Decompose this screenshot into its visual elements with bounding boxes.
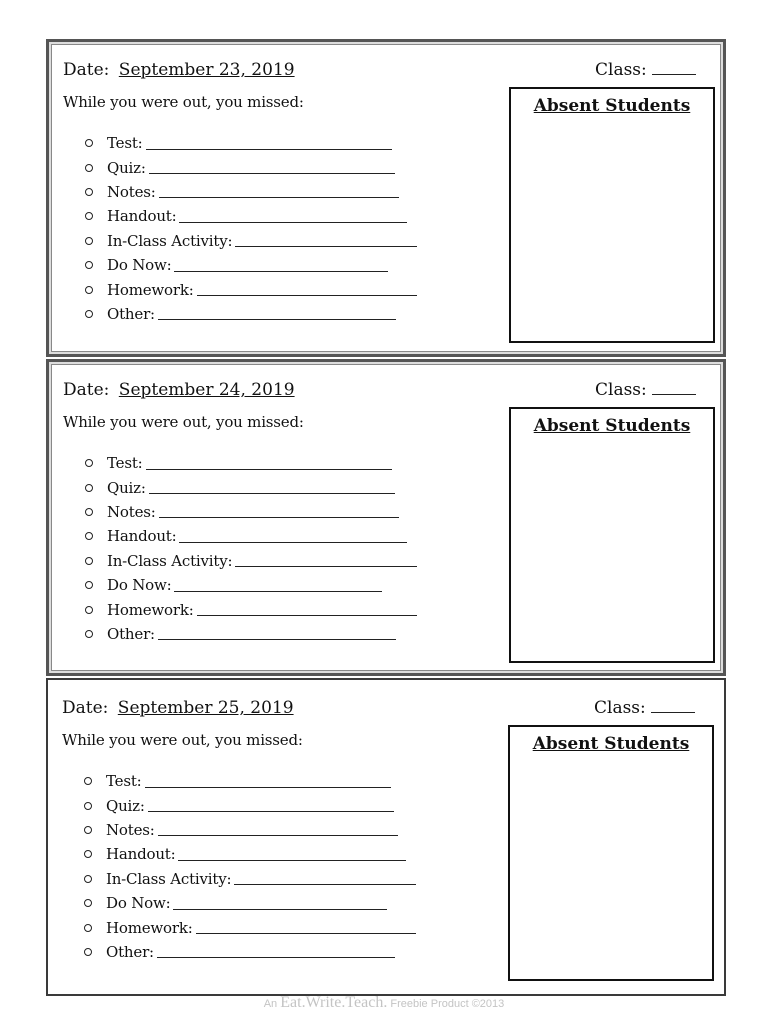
item-blank-line[interactable] — [149, 481, 395, 494]
absence-card-3 — [46, 678, 726, 996]
missed-heading: While you were out, you missed: — [63, 93, 304, 111]
circle-bullet-icon — [85, 188, 93, 196]
list-item — [85, 131, 417, 155]
absence-card-2 — [46, 359, 726, 676]
list-item — [84, 915, 416, 939]
item-blank-line[interactable] — [234, 872, 416, 885]
list-item — [85, 180, 417, 204]
item-blank-line[interactable] — [146, 137, 392, 150]
list-item — [85, 524, 417, 548]
class-blank-line[interactable] — [652, 380, 696, 395]
item-label: Do Now: — [106, 894, 171, 913]
item-blank-line[interactable] — [174, 579, 382, 592]
class-blank-line[interactable] — [651, 698, 695, 713]
item-label: In-Class Activity: — [107, 551, 233, 570]
item-label: Test: — [107, 134, 143, 153]
item-label: Notes: — [106, 820, 155, 839]
date-value: September 23, 2019 — [118, 60, 295, 80]
item-blank-line[interactable] — [197, 603, 417, 616]
list-item — [85, 475, 417, 499]
item-label: Quiz: — [106, 796, 145, 815]
list-item — [85, 549, 417, 573]
item-blank-line[interactable] — [158, 307, 396, 320]
list-item — [84, 818, 416, 842]
item-blank-line[interactable] — [235, 234, 417, 247]
item-blank-line[interactable] — [158, 627, 396, 640]
circle-bullet-icon — [85, 557, 93, 565]
circle-bullet-icon — [84, 777, 92, 785]
item-blank-line[interactable] — [179, 210, 407, 223]
item-label: Other: — [106, 942, 154, 961]
list-item — [84, 769, 416, 793]
footer-brand: Eat.Write.Teach. — [280, 994, 388, 1011]
item-blank-line[interactable] — [159, 185, 399, 198]
absent-students-box[interactable] — [509, 87, 715, 343]
circle-bullet-icon — [85, 310, 93, 318]
date-label: Date: — [63, 380, 110, 400]
circle-bullet-icon — [85, 139, 93, 147]
item-label: Quiz: — [107, 158, 146, 177]
item-blank-line[interactable] — [145, 775, 391, 788]
list-item — [84, 867, 416, 891]
circle-bullet-icon — [85, 630, 93, 638]
circle-bullet-icon — [84, 899, 92, 907]
list-item — [84, 940, 416, 964]
footer-suffix: Freebie Product ©2013 — [390, 998, 505, 1010]
item-blank-line[interactable] — [159, 505, 399, 518]
date-row — [63, 60, 295, 80]
circle-bullet-icon — [85, 581, 93, 589]
item-label: Homework: — [107, 280, 194, 299]
date-row — [63, 380, 295, 400]
circle-bullet-icon — [84, 826, 92, 834]
item-blank-line[interactable] — [146, 457, 392, 470]
item-label: In-Class Activity: — [107, 231, 233, 250]
list-item — [85, 204, 417, 228]
circle-bullet-icon — [85, 286, 93, 294]
item-blank-line[interactable] — [157, 945, 395, 958]
circle-bullet-icon — [85, 459, 93, 467]
item-blank-line[interactable] — [173, 897, 387, 910]
missed-items-list — [84, 769, 416, 964]
list-item — [84, 793, 416, 817]
item-label: Test: — [107, 454, 143, 473]
class-label: Class: — [594, 698, 646, 718]
list-item — [85, 451, 417, 475]
list-item — [85, 229, 417, 253]
item-blank-line[interactable] — [179, 530, 407, 543]
item-blank-line[interactable] — [197, 283, 417, 296]
item-label: Other: — [107, 624, 155, 643]
missed-heading: While you were out, you missed: — [62, 731, 303, 749]
circle-bullet-icon — [85, 237, 93, 245]
item-label: Handout: — [106, 845, 176, 864]
list-item — [84, 891, 416, 915]
item-label: Handout: — [107, 207, 177, 226]
item-label: Handout: — [107, 527, 177, 546]
date-row — [62, 698, 294, 718]
item-blank-line[interactable] — [148, 799, 394, 812]
list-item — [85, 622, 417, 646]
footer-prefix: An — [263, 998, 278, 1010]
footer-credit — [0, 994, 768, 1012]
circle-bullet-icon — [85, 606, 93, 614]
absent-students-box[interactable] — [508, 725, 714, 981]
absent-students-title: Absent Students — [533, 96, 691, 116]
item-label: Do Now: — [107, 576, 172, 595]
item-label: Homework: — [106, 918, 193, 937]
list-item — [85, 155, 417, 179]
list-item — [85, 277, 417, 301]
circle-bullet-icon — [84, 948, 92, 956]
absent-students-box[interactable] — [509, 407, 715, 663]
item-label: Notes: — [107, 182, 156, 201]
absent-students-title: Absent Students — [532, 734, 690, 754]
circle-bullet-icon — [84, 802, 92, 810]
circle-bullet-icon — [85, 164, 93, 172]
list-item — [85, 253, 417, 277]
item-blank-line[interactable] — [235, 554, 417, 567]
class-blank-line[interactable] — [652, 60, 696, 75]
item-blank-line[interactable] — [178, 848, 406, 861]
item-blank-line[interactable] — [196, 921, 416, 934]
item-label: Notes: — [107, 502, 156, 521]
date-value: September 25, 2019 — [117, 698, 294, 718]
date-label: Date: — [62, 698, 109, 718]
item-label: Do Now: — [107, 256, 172, 275]
date-value: September 24, 2019 — [118, 380, 295, 400]
list-item — [85, 302, 417, 326]
absence-card-1 — [46, 39, 726, 357]
list-item — [85, 573, 417, 597]
missed-items-list — [85, 451, 417, 646]
circle-bullet-icon — [85, 508, 93, 516]
missed-items-list — [85, 131, 417, 326]
circle-bullet-icon — [84, 850, 92, 858]
class-row — [595, 380, 696, 400]
date-label: Date: — [63, 60, 110, 80]
item-label: In-Class Activity: — [106, 869, 232, 888]
list-item — [85, 597, 417, 621]
absent-students-title: Absent Students — [533, 416, 691, 436]
class-row — [595, 60, 696, 80]
item-label: Homework: — [107, 600, 194, 619]
circle-bullet-icon — [85, 212, 93, 220]
missed-heading: While you were out, you missed: — [63, 413, 304, 431]
item-blank-line[interactable] — [174, 259, 388, 272]
list-item — [84, 842, 416, 866]
class-row — [594, 698, 695, 718]
class-label: Class: — [595, 60, 647, 80]
item-blank-line[interactable] — [149, 161, 395, 174]
circle-bullet-icon — [84, 924, 92, 932]
item-label: Quiz: — [107, 478, 146, 497]
circle-bullet-icon — [85, 484, 93, 492]
circle-bullet-icon — [85, 261, 93, 269]
circle-bullet-icon — [84, 875, 92, 883]
class-label: Class: — [595, 380, 647, 400]
list-item — [85, 500, 417, 524]
circle-bullet-icon — [85, 532, 93, 540]
item-label: Other: — [107, 304, 155, 323]
item-label: Test: — [106, 772, 142, 791]
item-blank-line[interactable] — [158, 823, 398, 836]
